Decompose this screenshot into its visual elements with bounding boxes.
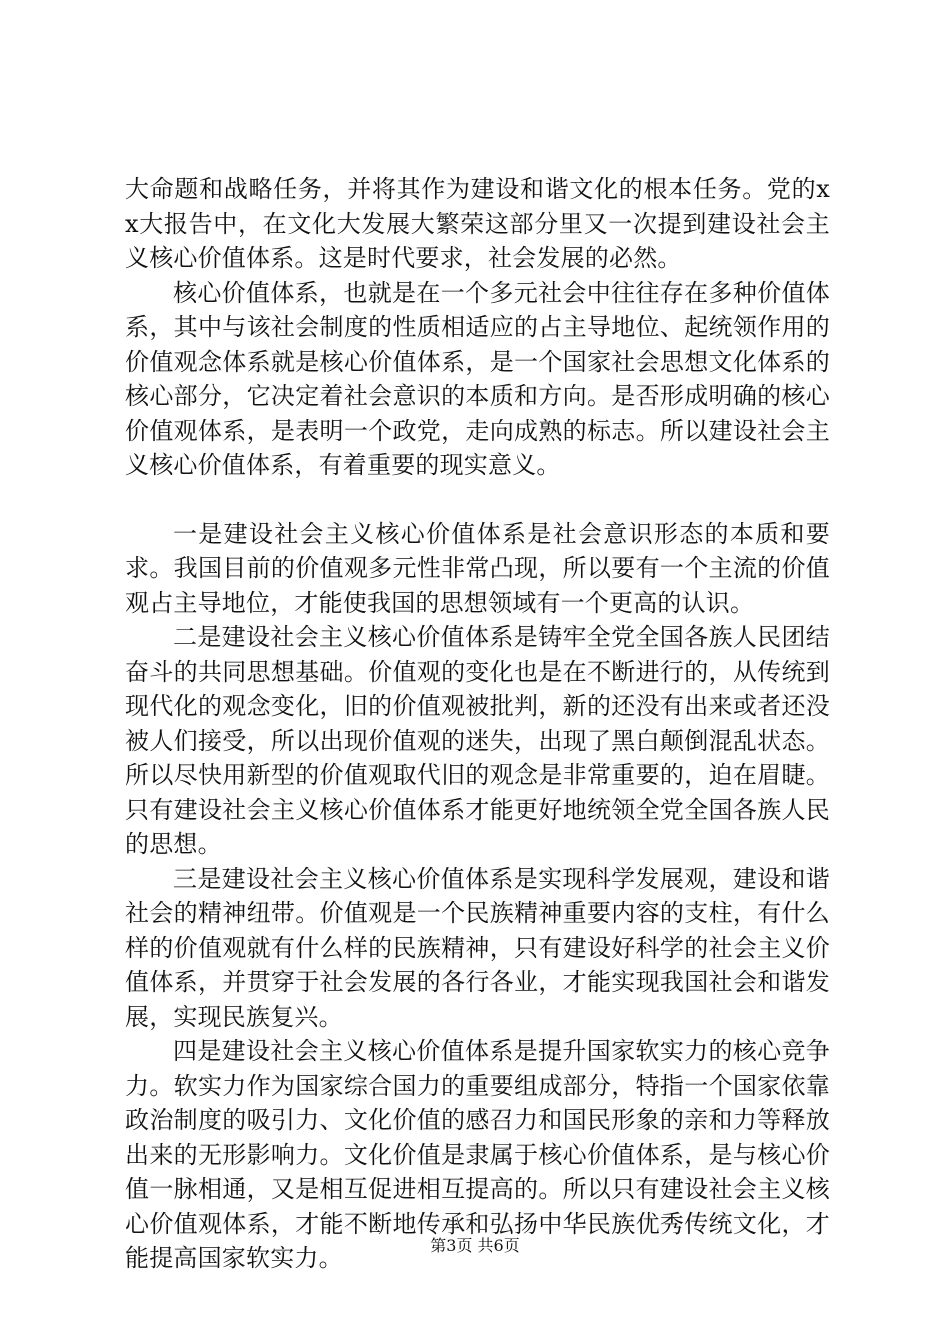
paragraph-point-one: 一是建设社会主义核心价值体系是社会意识形态的本质和要求。我国目前的价值观多元性非常凸现，所以要有一个主流的价值观占主导地位，才能使我国的思想领域有一个更高的认识。 xyxy=(125,519,830,617)
paragraph-point-two: 二是建设社会主义核心价值体系是铸牢全党全国各族人民团结奋斗的共同思想基础。价值观的变化也是在不断进行的，从传统到现代化的观念变化，旧的价值观被批判，新的还没有出来或者还没被人们接受，所以出现价值观的迷失，出现了黑白颠倒混乱状态。所以尽快用新型的价值观取代旧的观念是非常重要的，迫在眉睫。只有建设社会主义核心价值体系才能更好地统领全党全国各族人民的思想。 xyxy=(125,623,830,858)
page-number-footer: 第3页 共6页 xyxy=(430,1236,520,1255)
paragraph-continuation: 大命题和战略任务，并将其作为建设和谐文化的根本任务。党的xx大报告中，在文化大发展大繁荣这部分里又一次提到建设社会主义核心价值体系。这是时代要求，社会发展的必然。 xyxy=(125,175,830,272)
paragraph-point-three: 三是建设社会主义核心价值体系是实现科学发展观，建设和谐社会的精神纽带。价值观是一个民族精神重要内容的支柱，有什么样的价值观就有什么样的民族精神，只有建设好科学的社会主义价值体系，并贯穿于社会发展的各行各业，才能实现我国社会和谐发展，实现民族复兴。 xyxy=(125,864,830,1031)
document-body xyxy=(125,172,830,1276)
paragraph-core-value-system: 核心价值体系，也就是在一个多元社会中往往存在多种价值体系，其中与该社会制度的性质相适应的占主导地位、起统领作用的价值观念体系就是核心价值体系，是一个国家社会思想文化体系的核心部分，它决定着社会意识的本质和方向。是否形成明确的核心价值观体系，是表明一个政党，走向成熟的标志。所以建设社会主义核心价值体系，有着重要的现实意义。 xyxy=(125,278,830,479)
paragraph-point-four: 四是建设社会主义核心价值体系是提升国家软实力的核心竞争力。软实力作为国家综合国力的重要组成部分，特指一个国家依靠政治制度的吸引力、文化价值的感召力和国民形象的亲和力等释放出来的无形影响力。文化价值是隶属于核心价值体系，是与核心价值一脉相通，又是相互促进相互提高的。所以只有建设社会主义核心价值观体系，才能不断地传承和弘扬中华民族优秀传统文化，才能提高国家软实力。 xyxy=(125,1037,830,1272)
